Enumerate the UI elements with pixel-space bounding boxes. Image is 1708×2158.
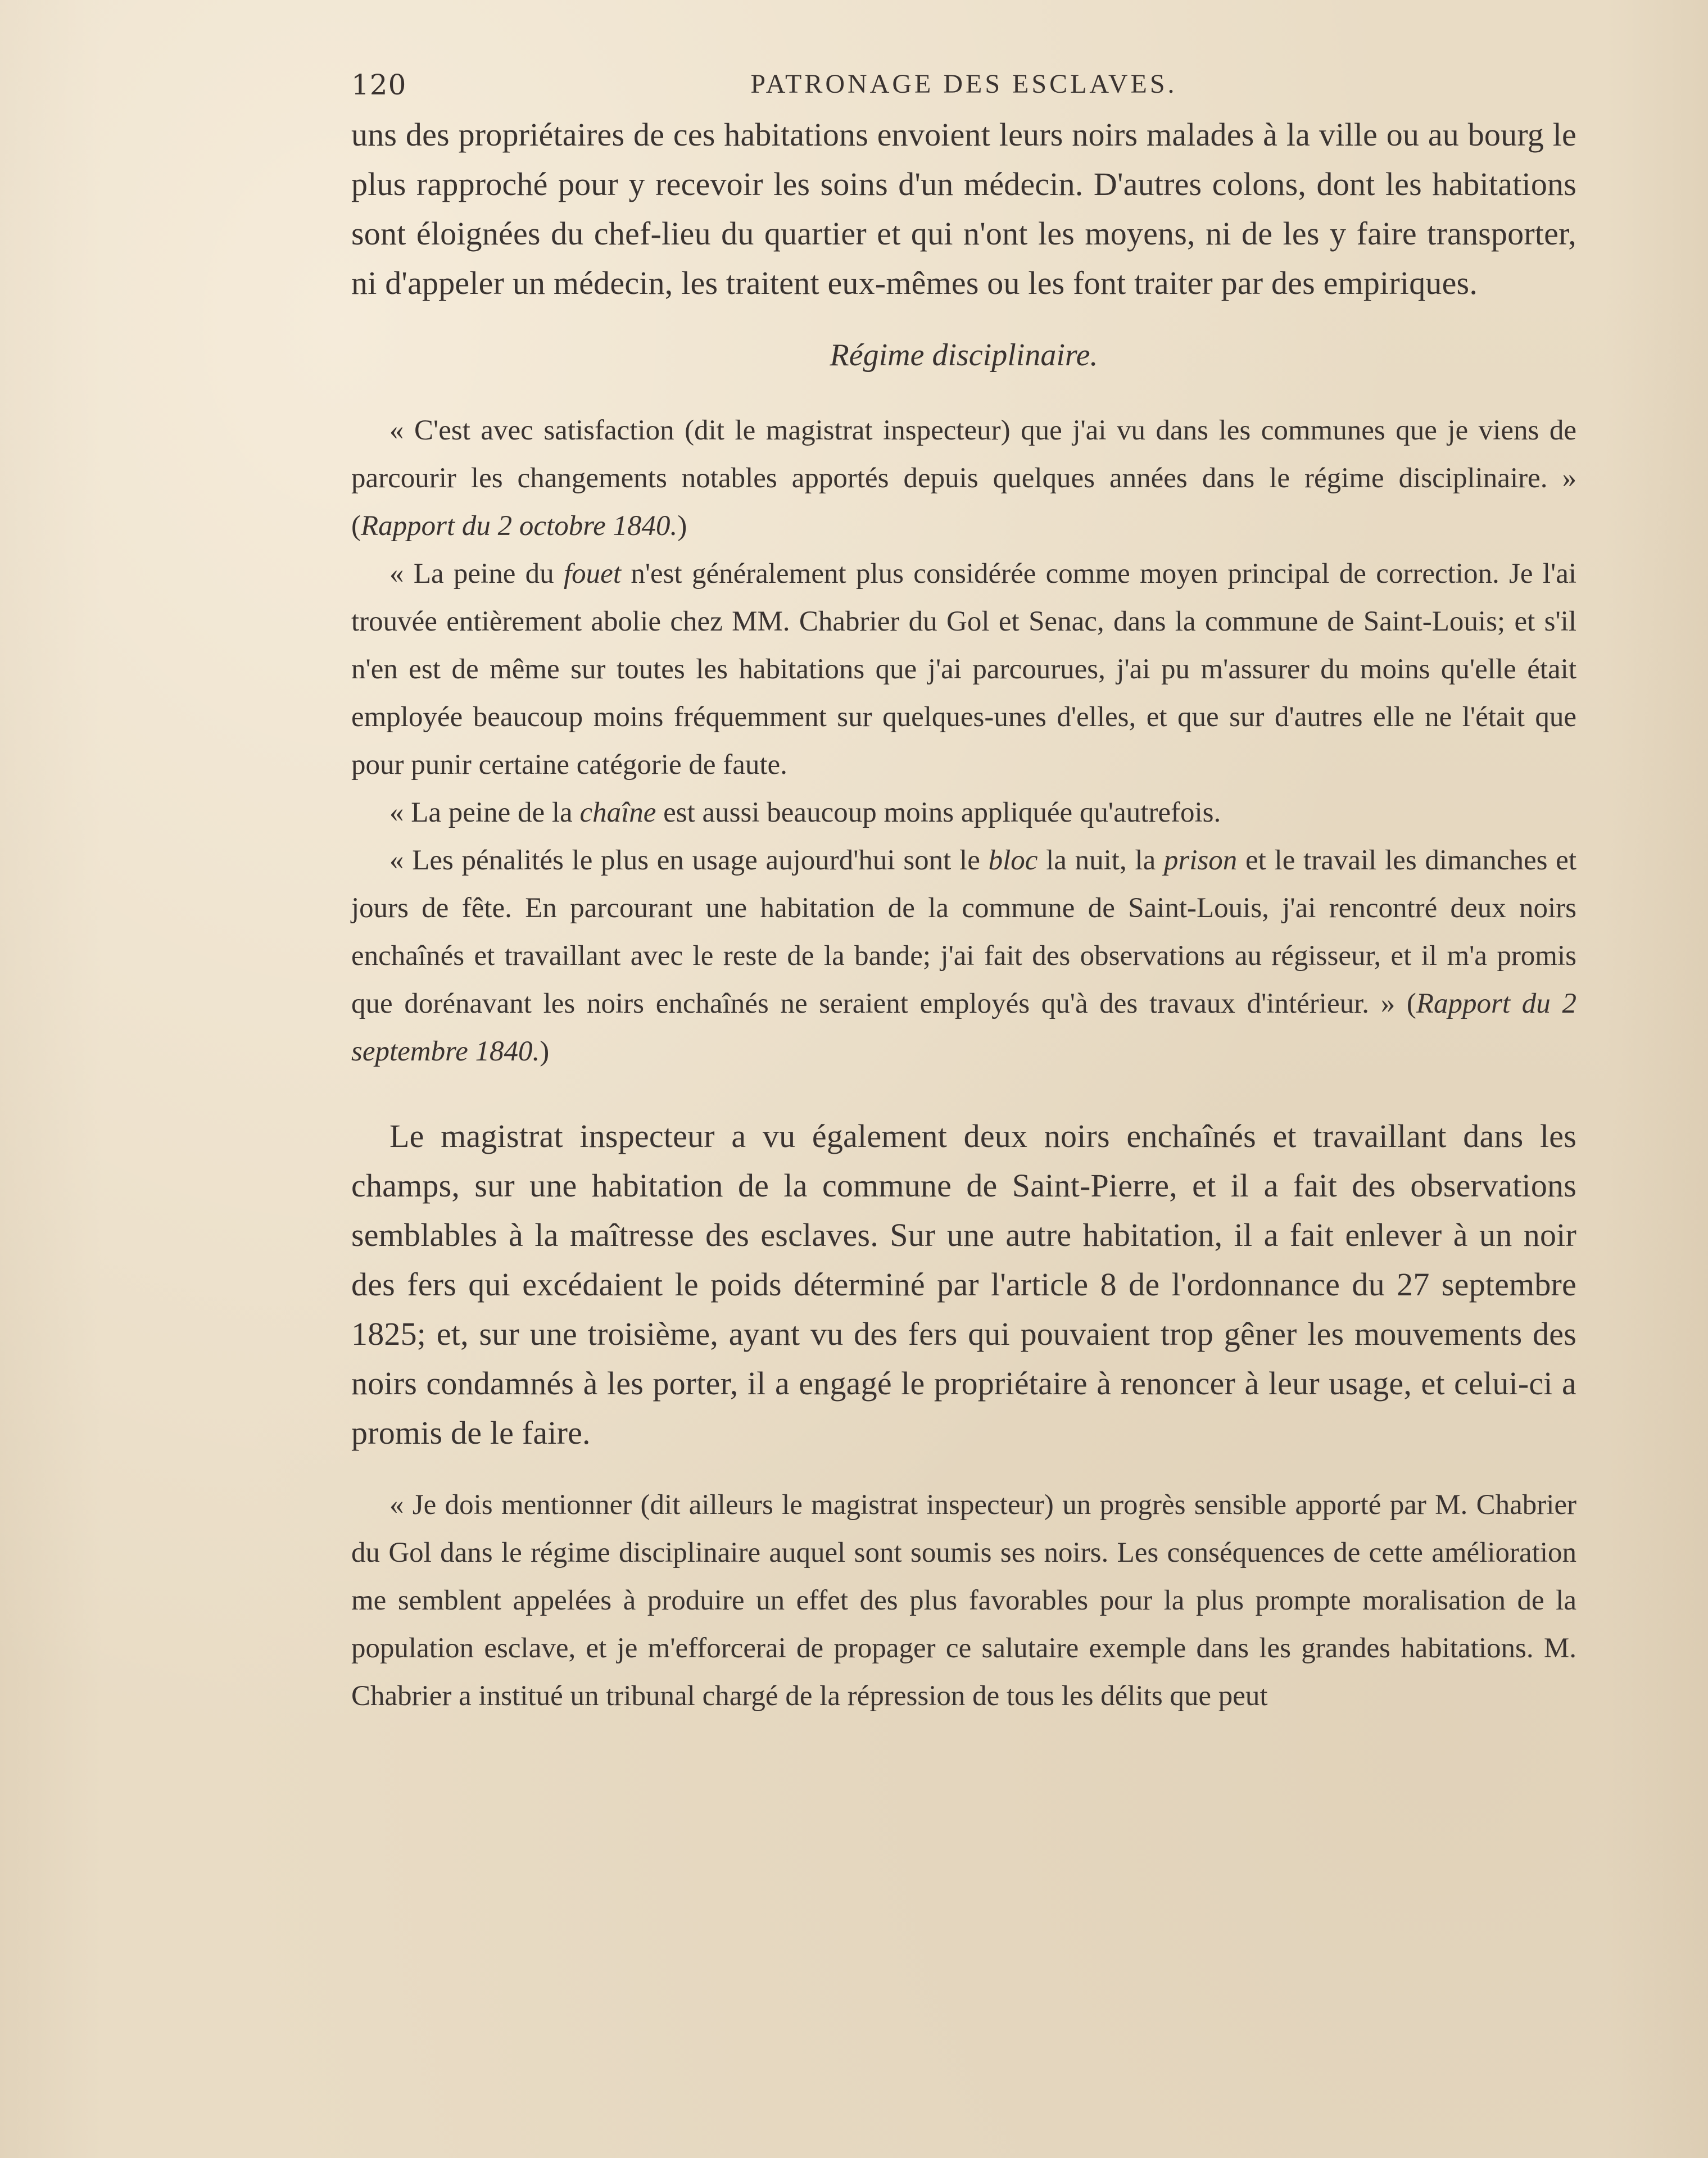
report-reference: Rapport du 2 septembre 1840.: [351, 988, 1576, 1067]
report-reference: Rapport du 2 octobre 1840.: [360, 510, 678, 542]
page-number: 120: [351, 69, 407, 101]
paragraph-medical-care: uns des propriétaires de ces habitations envoient leurs noirs malades à la ville ou au bourg le plus rapproché pour y recevoir les soins d'un médecin. D'autres colons, dont les habitations sont éloignées du chef-lieu du quartier et qui n'ont les moyens, ni de les y faire transporter, ni d'appeler un médecin, les traitent eux-mêmes ou les font traiter par des empiriques.: [351, 116, 1576, 301]
spacer: [351, 1458, 1576, 1481]
quote-text: la nuit, la: [1038, 845, 1164, 876]
emphasis: chaîne: [579, 797, 656, 828]
quote-text: « La peine du: [389, 558, 564, 590]
quote-report-october: [351, 407, 1576, 550]
quote-text: « La peine de la: [389, 797, 580, 828]
emphasis: bloc: [988, 845, 1038, 876]
running-title: PATRONAGE DES ESCLAVES.: [750, 69, 1177, 99]
quote-text: n'est généralement plus considérée comme moyen principal de correction. Je l'ai trouvée entièrement abolie chez MM. Chabrier du Gol et Senac, dans la commune de Saint-Louis; et s'il n'en est de même sur toutes les habitations que j'ai parcourues, j'ai pu m'assurer du moins qu'elle était employée beaucoup moins fréquemment sur quelques-unes d'elles, et que sur d'autres elle ne l'était que pour punir certaine catégorie de faute.: [351, 558, 1577, 781]
quote-text: est aussi beaucoup moins appliquée qu'autrefois.: [656, 797, 1221, 828]
section-heading: Régime disciplinaire.: [830, 338, 1098, 373]
emphasis: fouet: [564, 558, 621, 590]
quote-text: et le travail les dimanches et jours de fête. En parcourant une habitation de la commune de Saint-Louis, j'ai rencontré deux noirs enchaînés et travaillant avec le reste de la bande; j'ai fait des observations au régisseur, et il m'a promis que dorénavant les noirs enchaînés ne seraient employés qu'à des travaux d'intérieur. » (: [351, 845, 1576, 1019]
quote-close: ): [540, 1036, 550, 1067]
emphasis: prison: [1163, 845, 1238, 876]
quote-chain: [351, 789, 1576, 837]
paragraph-inspector-observations: Le magistrat inspecteur a vu également deux noirs enchaînés et travaillant dans les champs, sur une habitation de la commune de Saint-Pierre, et il a fait des observations semblables à la maîtresse des esclaves. Sur une autre habitation, il a fait enlever à un noir des fers qui excédaient le poids déterminé par l'article 8 de l'ordonnance du 27 septembre 1825; et, sur une troisième, ayant vu des fers qui pouvaient trop gêner les mouvements des noirs condamnés à les porter, il a engagé le propriétaire à renoncer à leur usage, et celui-ci a promis de le faire.: [351, 1118, 1576, 1451]
quote-close: ): [677, 510, 687, 542]
book-page: [351, 62, 1576, 1720]
spacer: [351, 1076, 1576, 1112]
quote-text: « Les pénalités le plus en usage aujourd'hui sont le: [389, 845, 989, 876]
quote-penalties: [351, 837, 1576, 1076]
quote-text: « C'est avec satisfaction (dit le magistrat inspecteur) que j'ai vu dans les communes que je viens de parcourir les changements notables apportés depuis quelques années dans le régime disciplinaire. » (: [351, 415, 1576, 542]
quote-tribunal: « Je dois mentionner (dit ailleurs le magistrat inspecteur) un progrès sensible apporté par M. Chabrier du Gol dans le régime disciplinaire auquel sont soumis ses noirs. Les conséquences de cette amélioration me semblent appelées à produire un effet des plus favorables pour la plus prompte moralisation de la population esclave, et je m'efforcerai de propager ce salutaire exemple dans les grandes habitations. M. Chabrier a institué un tribunal chargé de la répression de tous les délits que peut: [351, 1489, 1576, 1712]
quote-whip: [351, 550, 1576, 789]
running-head: [351, 62, 1576, 107]
